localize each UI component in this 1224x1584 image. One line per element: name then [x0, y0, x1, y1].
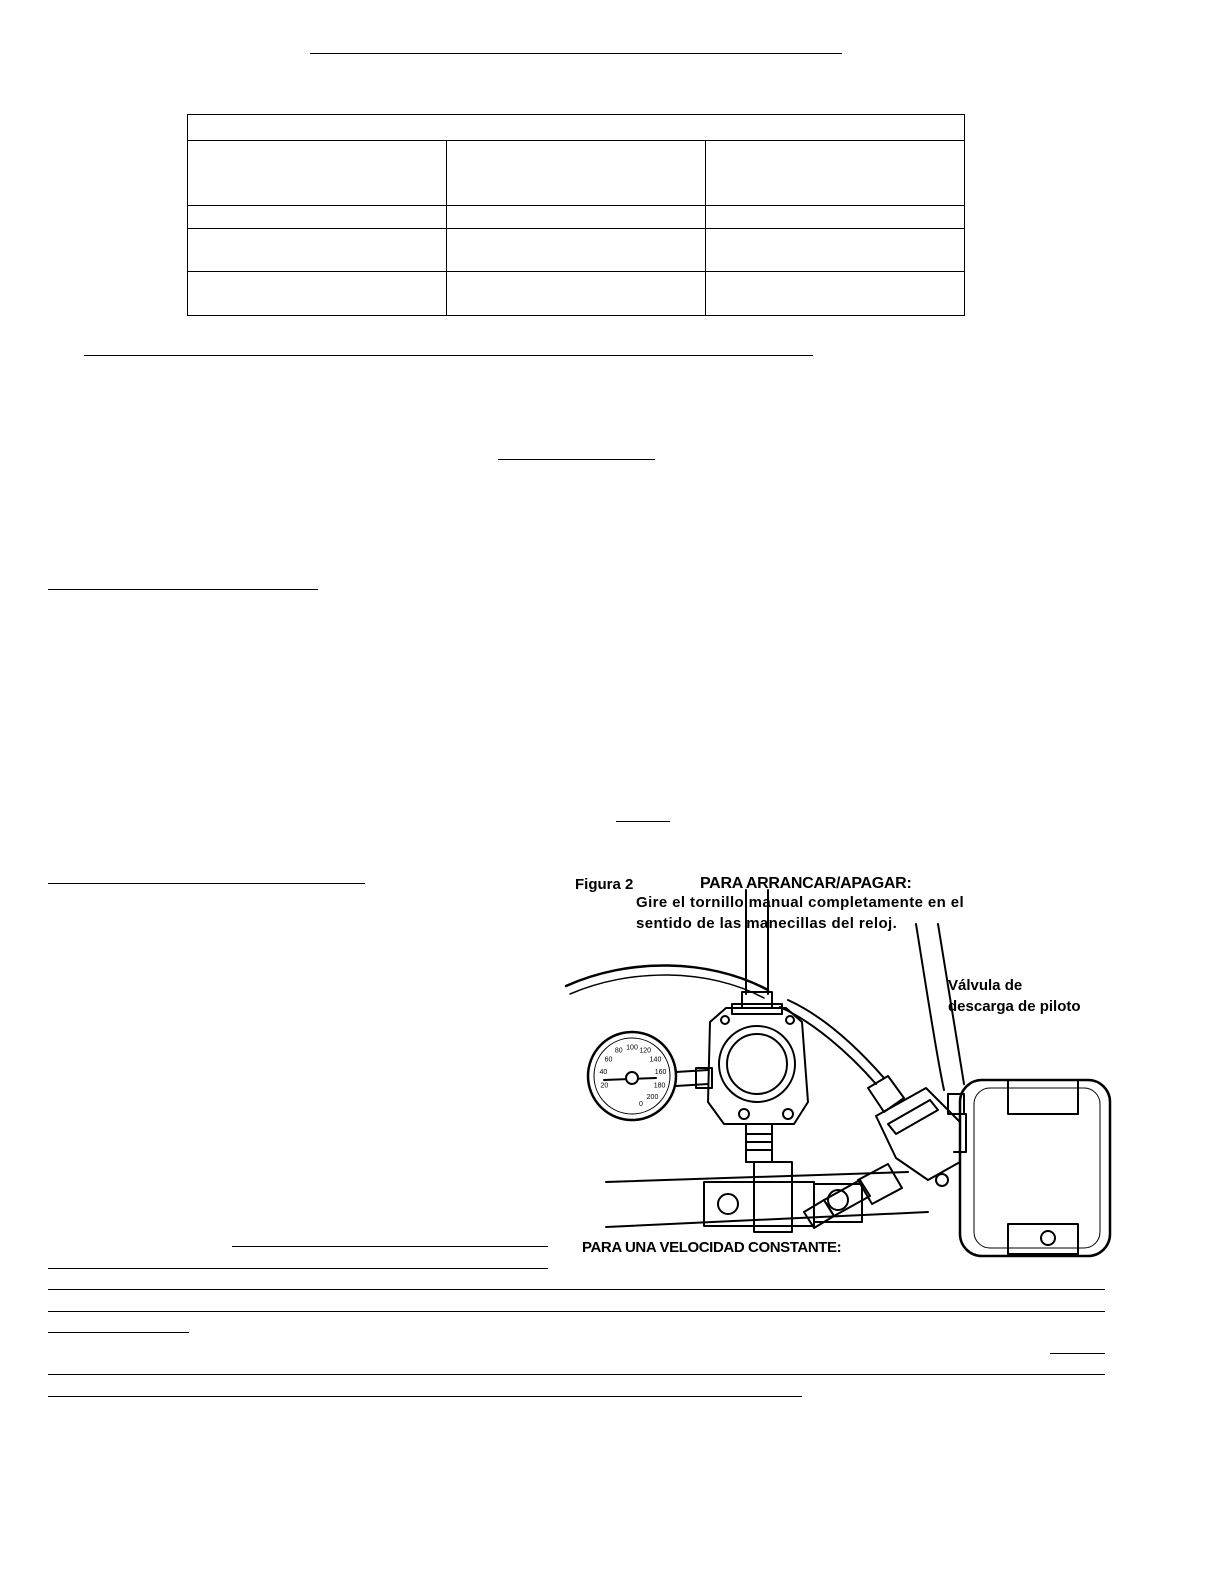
table-cell — [447, 228, 706, 272]
gauge-tick-label: 200 — [646, 1094, 659, 1101]
gauge-tick-label: 80 — [614, 1047, 623, 1055]
switch-tab-top — [1008, 1080, 1078, 1114]
hose — [916, 924, 944, 1090]
gauge-tick-label: 140 — [649, 1056, 662, 1064]
gauge-tick-label: 40 — [599, 1069, 608, 1076]
switch-screw — [1041, 1231, 1055, 1245]
section-underline — [232, 1246, 548, 1247]
gauge-tick-label: 0 — [639, 1101, 643, 1109]
table-cell — [188, 141, 447, 206]
gauge-tick-label: 100 — [626, 1044, 638, 1052]
gauge-tick-label: 120 — [639, 1047, 652, 1055]
regulator-bowl-inner — [727, 1034, 787, 1094]
bolt — [718, 1194, 738, 1214]
gauge-tick-label: 60 — [604, 1056, 613, 1064]
gauge-tick-label: 180 — [653, 1082, 666, 1090]
figure-number: Figura 2 — [575, 876, 634, 893]
table-cell — [188, 272, 447, 316]
table-cell — [447, 272, 706, 316]
section-underline — [48, 1332, 189, 1333]
table-cell — [447, 141, 706, 206]
section-underline — [48, 883, 365, 884]
gauge-stem — [676, 1070, 708, 1086]
table-cell — [447, 206, 706, 228]
table-cell — [706, 272, 965, 316]
section-underline — [84, 355, 813, 356]
valve-label-line: descarga de piloto — [948, 998, 1081, 1015]
heading-underline — [310, 53, 842, 54]
switch-tab-bottom — [1008, 1224, 1078, 1254]
regulator-bowl — [719, 1026, 795, 1102]
valve-label-line: Válvula de — [948, 977, 1023, 994]
screw — [786, 1016, 794, 1024]
instruction-line: Gire el tornillo manual completamente en el — [636, 894, 965, 911]
screw — [739, 1109, 749, 1119]
tee-center — [754, 1162, 792, 1232]
pipe — [606, 1212, 928, 1227]
section-underline — [498, 459, 655, 460]
table-cell — [188, 228, 447, 272]
spec-table — [187, 114, 965, 316]
section-underline — [48, 1289, 1105, 1290]
table-header-cell — [188, 115, 965, 141]
figure-instruction — [636, 892, 964, 934]
valve-port — [936, 1174, 948, 1186]
section-underline — [48, 1268, 548, 1269]
figure-2 — [558, 862, 1118, 1272]
section-underline — [1050, 1353, 1105, 1354]
table-cell — [706, 141, 965, 206]
screw — [721, 1016, 729, 1024]
section-underline — [48, 1311, 1105, 1312]
instruction-line: sentido de las manecillas del reloj. — [636, 915, 898, 932]
screw — [783, 1109, 793, 1119]
figure-heading: PARA ARRANCAR/APAGAR: — [700, 875, 912, 892]
pressure-switch — [960, 1080, 1110, 1256]
gauge-tick-label: 20 — [600, 1082, 609, 1090]
section-underline — [48, 589, 318, 590]
table-cell — [188, 206, 447, 228]
section-underline — [48, 1374, 1105, 1375]
nipple-threads — [746, 1134, 772, 1150]
table-cell — [706, 228, 965, 272]
gauge-hub — [626, 1072, 638, 1084]
section-underline — [616, 821, 670, 822]
gauge-tick-label: 160 — [654, 1069, 667, 1076]
figure-bottom-caption: PARA UNA VELOCIDAD CONSTANTE: — [582, 1239, 842, 1256]
air-line — [570, 975, 764, 998]
table-cell — [706, 206, 965, 228]
valve-label — [948, 975, 1081, 1017]
section-underline — [48, 1396, 802, 1397]
